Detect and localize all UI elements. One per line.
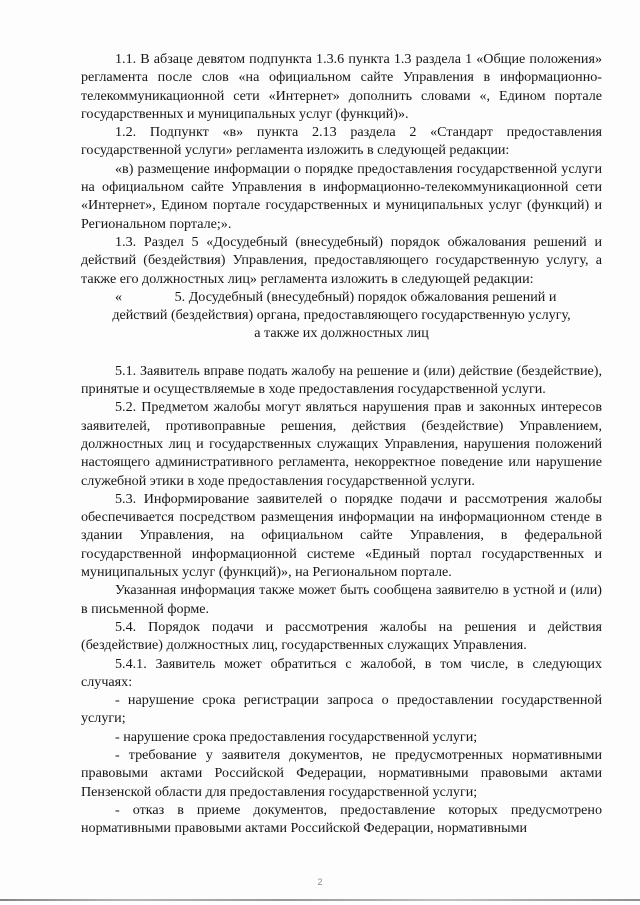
- paragraph-1-2: 1.2. Подпункт «в» пункта 2.13 раздела 2 «Стандарт предоставления государственной услуги» регламента изложить в следующей редакции:: [81, 124, 602, 159]
- paragraph-1-2-quote: «в) размещение информации о порядке предоставления государственной услуги на официальном сайте Управления в информационно-телекоммуникационной сети «Интернет», Едином портале государственных и муниципальных услуг (функций) и Региональном портале;».: [81, 160, 602, 232]
- paragraph-5-3-note: Указанная информация также может быть сообщена заявителю в устной и (или) в письменной форме.: [81, 582, 602, 617]
- heading-line-3: а также их должностных лиц: [254, 325, 429, 342]
- paragraph-5-2: 5.2. Предметом жалобы могут являться нарушения прав и законных интересов заявителей, противоправные решения, действия (бездействие) Управлением, должностных лиц и государственных служащих Управления, нарушения положений настоящего административного регламента, некорректное поведение или нарушение служебной этики в ходе предоставления государственной услуги.: [81, 399, 602, 489]
- list-item-registration-deadline: - нарушение срока регистрации запроса о предоставлении государственной услуги;: [81, 692, 602, 727]
- paragraph-1-3: 1.3. Раздел 5 «Досудебный (внесудебный) порядок обжалования решений и действий (бездействия) Управления, предоставляющего государственную услугу, а также его должностных лиц» регламента изложить в следующей редакции:: [81, 233, 602, 287]
- page-number: 2: [317, 877, 323, 887]
- list-item-document-refusal: - отказ в приеме документов, предоставление которых предусмотрено нормативными правовыми актами Российской Федерации, нормативными: [81, 801, 602, 837]
- section-5-heading: [81, 288, 610, 306]
- paragraph-1-1: 1.1. В абзаце девятом подпункта 1.3.6 пункта 1.3 раздела 1 «Общие положения» регламента после слов «на официальном сайте Управления в информационно-телекоммуникационной сети «Интернет» дополнить словами «, Едином портале государственных и муниципальных услуг (функций)».: [81, 51, 602, 122]
- paragraph-5-3: 5.3. Информирование заявителей о порядке подачи и рассмотрения жалобы обеспечивается посредством размещения информации на информационном стенде в здании Управления, на официальном сайте Управления, в федеральной государственной информационной системе «Единый портал государственных и муниципальных услуг (функций)», на Региональном портале.: [81, 490, 602, 581]
- heading-line-1: 5. Досудебный (внесудебный) порядок обжалования решений и: [174, 288, 557, 305]
- heading-line-2: действий (бездействия) органа, предоставляющего государственную услугу,: [112, 307, 571, 324]
- paragraph-5-1: 5.1. Заявитель вправе подать жалобу на решение и (или) действие (бездействие), принятые и осуществляемые в ходе предоставления государственной услуги.: [81, 362, 602, 398]
- list-item-service-deadline: - нарушение срока предоставления государственной услуги;: [115, 728, 478, 745]
- paragraph-5-4: 5.4. Порядок подачи и рассмотрения жалобы на решения и действия (бездействие) должностных лиц, государственных служащих Управления.: [81, 618, 602, 654]
- bottom-scan-edge: [0, 899, 640, 901]
- list-item-document-requirement: - требование у заявителя документов, не предусмотренных нормативными правовыми актами Российской Федерации, нормативными правовыми актами Пензенской области для предоставления государственной услуги;: [81, 746, 602, 800]
- heading-open-quote: «: [115, 288, 123, 305]
- document-body: [81, 50, 602, 837]
- paragraph-5-4-1: 5.4.1. Заявитель может обратиться с жалобой, в том числе, в следующих случаях:: [81, 655, 602, 690]
